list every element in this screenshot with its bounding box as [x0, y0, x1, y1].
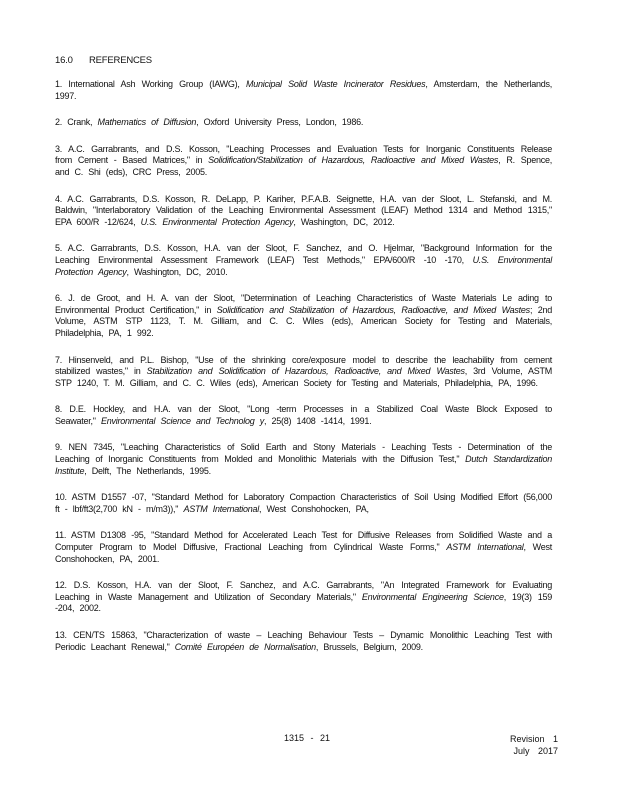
- revision-block: [510, 733, 558, 757]
- reference-source: ASTM International: [183, 503, 260, 514]
- reference-text: CEN/TS 15863, "Characterization of waste – Leaching Behaviour Tests – Dynamic Monolithic Leaching Test with Periodic Leachant Renewal,": [55, 630, 552, 652]
- reference-number: 2.: [55, 117, 63, 128]
- reference-number: 5.: [55, 243, 63, 254]
- reference-item: [55, 442, 552, 477]
- reference-list: [55, 79, 552, 668]
- reference-item: [55, 355, 552, 390]
- reference-number: 11.: [55, 530, 67, 541]
- reference-text: Crank,: [67, 117, 98, 128]
- reference-number: 10.: [55, 492, 67, 503]
- reference-item: [55, 194, 552, 229]
- reference-source: Stabilization and Solidification of Hazardous, Radioactive, and Mixed Wastes: [146, 366, 465, 377]
- reference-text: ; 2nd Volume, ASTM STP 1123, T. M. Gilliam, and C. C. Wiles (eds), American Society for Testing and Materials, Philadelphia, PA, 1 992.: [55, 304, 552, 338]
- reference-text: , Washington, DC, 2012.: [293, 216, 395, 227]
- reference-number: 4.: [55, 193, 63, 204]
- reference-text: , Delft, The Netherlands, 1995.: [84, 465, 211, 476]
- reference-item: [55, 243, 552, 278]
- reference-text: A.C. Garrabrants, D.S. Kosson, R. DeLapp, P. Kariher, P.F.A.B. Seignette, H.A. van der Sloot, L. Stefanski, and M. Baldwin, "Interlaboratory Validation of the Leaching Environmental Assessment (LEAF) Method 1314 and Method 1315," EPA 600/R -12/624,: [55, 193, 552, 227]
- reference-source: Environmental Science and Technolog y: [100, 415, 265, 426]
- reference-number: 12.: [55, 580, 67, 591]
- section-heading: [55, 55, 152, 66]
- reference-text: D.S. Kosson, H.A. van der Sloot, F. Sanchez, and A.C. Garrabrants, "An Integrated Framework for Evaluating Leaching in Waste Management and Utilization of Secondary Materials,": [55, 580, 552, 602]
- reference-item: [55, 144, 552, 179]
- reference-item: [55, 79, 552, 102]
- reference-text: , 25(8) 1408 -1414, 1991.: [264, 415, 372, 426]
- reference-text: , Oxford University Press, London, 1986.: [196, 117, 364, 128]
- section-title: REFERENCES: [89, 55, 152, 66]
- reference-text: , Brussels, Belgium, 2009.: [315, 641, 423, 652]
- reference-item: [55, 117, 552, 129]
- reference-number: 13.: [55, 630, 67, 640]
- reference-source: ASTM International: [446, 542, 524, 553]
- reference-text: A.C. Garrabrants, D.S. Kosson, H.A. van der Sloot, F. Sanchez, and O. Hjelmar, "Background Information for the Leaching Environmental Assessment Framework (LEAF) Test Methods," EPA/600/R -10 -170,: [55, 243, 552, 265]
- reference-number: 9.: [55, 442, 63, 453]
- reference-text: A.C. Garrabrants, and D.S. Kosson, "Leaching Processes and Evaluation Tests for Inorganic Constituents Release from Cement - Based Matrices," in: [55, 143, 552, 166]
- reference-source: Solidification and Stabilization of Hazardous, Radioactive, and Mixed Wastes: [216, 304, 530, 315]
- reference-text: , Washington, DC, 2010.: [126, 266, 228, 277]
- reference-source: U.S. Environmental Protection Agency: [140, 216, 294, 227]
- reference-text: , 19(3) 159 -204, 2002.: [55, 591, 552, 614]
- reference-text: , R. Spence, and C. Shi (eds), CRC Press, 2005.: [55, 155, 552, 177]
- reference-number: 7.: [55, 354, 63, 365]
- section-number: 16.0: [55, 55, 73, 66]
- reference-text: International Ash Working Group (IAWG),: [68, 79, 246, 89]
- revision-label: Revision 1: [510, 734, 559, 744]
- reference-text: J. de Groot, and H. A. van der Sloot, "Determination of Leaching Characteristics of Waste Materials Le ading to Environmental Product Certification," in: [55, 293, 552, 315]
- reference-number: 8.: [55, 404, 63, 415]
- reference-text: Hinsenveld, and P.L. Bishop, "Use of the shrinking core/exposure model to describe the leachability from cement stabilized wastes," in: [55, 354, 552, 377]
- reference-text: ASTM D1308 -95, "Standard Method for Accelerated Leach Test for Diffusive Releases from Solidified Waste and a Computer Program to Model Diffusive, Fractional Leaching from Cylindrical Waste Forms,": [55, 530, 552, 553]
- page-number: 1315 - 21: [284, 733, 331, 743]
- reference-item: [55, 404, 552, 427]
- reference-source: Mathematics of Diffusion: [97, 117, 197, 128]
- reference-source: Comité Européen de Normalisation: [174, 641, 316, 652]
- reference-item: [55, 580, 552, 615]
- reference-text: D.E. Hockley, and H.A. van der Sloot, "Long -term Processes in a Stabilized Coal Waste Block Exposed to Seawater,": [55, 404, 552, 426]
- revision-date: July 2017: [513, 746, 559, 756]
- reference-text: , Amsterdam, the Netherlands, 1997.: [55, 79, 552, 101]
- reference-number: 3.: [55, 143, 63, 154]
- reference-text: , West Conshohocken, PA, 2001.: [55, 542, 552, 564]
- reference-source: Solidification/Stabilization of Hazardous, Radioactive and Mixed Wastes: [208, 155, 499, 166]
- reference-source: Municipal Solid Waste Incinerator Residues: [245, 79, 426, 89]
- reference-item: [55, 630, 552, 653]
- reference-number: 6.: [55, 293, 63, 304]
- reference-source: Environmental Engineering Science: [361, 591, 504, 602]
- reference-source: Dutch Standardization Institute: [55, 454, 552, 476]
- reference-text: ASTM D1557 -07, "Standard Method for Laboratory Compaction Characteristics of Soil Using Modified Effort (56,000 ft - lbf/ft3(2,700 kN - m/m3)),": [55, 492, 552, 514]
- reference-item: [55, 492, 552, 515]
- reference-item: [55, 293, 552, 339]
- reference-source: U.S. Environmental Protection Agency: [55, 254, 552, 277]
- reference-text: NEN 7345, "Leaching Characteristics of Solid Earth and Stony Materials - Leaching Tests - Determination of the Leaching of Inorganic Constituents from Molded and Monolithic Materials with the Diffusion Test,": [55, 442, 552, 465]
- reference-number: 1.: [55, 79, 63, 89]
- reference-text: , 3rd Volume, ASTM STP 1240, T. M. Gilliam, and C. C. Wiles (eds), American Society for Testing and Materials, Philadelphia, PA, 1996.: [55, 366, 552, 388]
- reference-item: [55, 530, 552, 565]
- reference-text: , West Conshohocken, PA,: [259, 503, 369, 514]
